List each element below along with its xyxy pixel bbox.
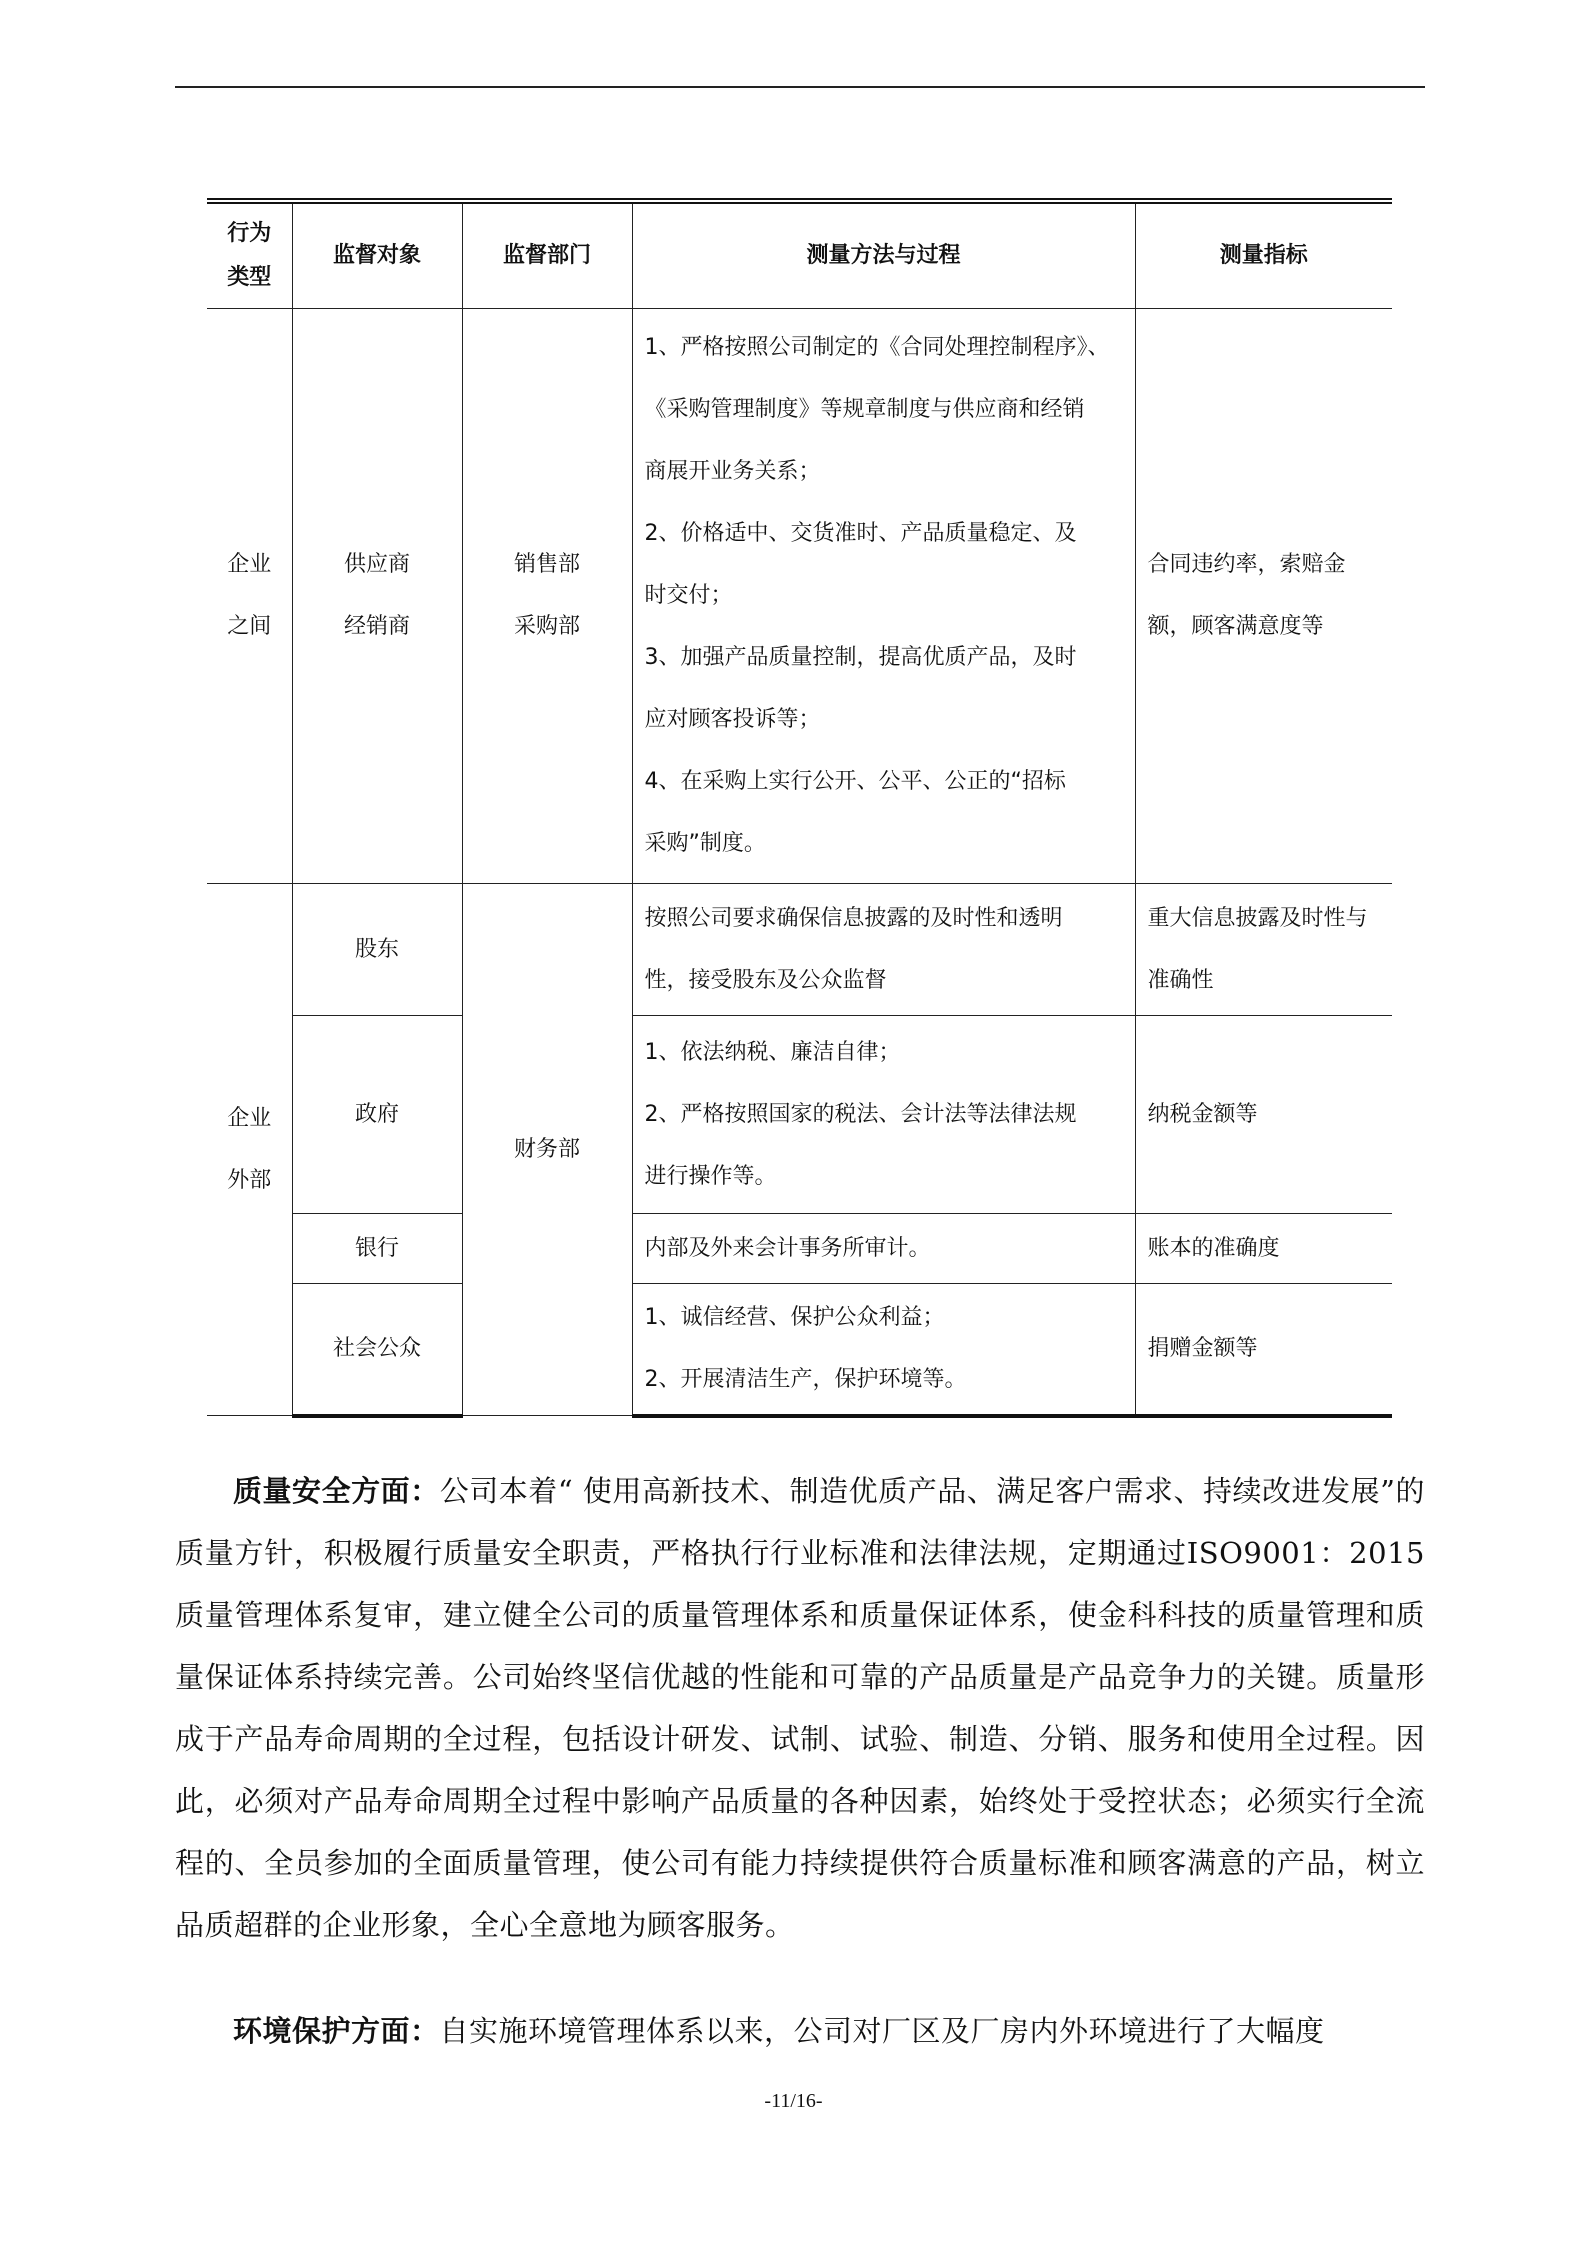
quality-title: 质量安全方面： <box>233 1474 440 1508</box>
object-cell: 社会公众 <box>292 1284 462 1416</box>
dept-text: 采购部 <box>513 614 580 639</box>
indicator-cell: 捐赠金额等 <box>1135 1284 1392 1416</box>
method-line: 内部及外来会计事务所审计。 <box>644 1235 931 1261</box>
object-cell <box>292 309 462 884</box>
method-line: 进行操作等。 <box>644 1163 777 1189</box>
table-row <box>207 1016 1392 1214</box>
method-line: 性，接受股东及公众监督 <box>644 967 887 993</box>
method-line: 1、依法纳税、廉洁自律； <box>644 1039 901 1065</box>
indicator-cell <box>1135 309 1392 884</box>
method-line: 1、诚信经营、保护公众利益； <box>644 1304 945 1330</box>
header-rule <box>175 86 1425 88</box>
indicator-cell: 重大信息披露及时性与准确性 <box>1135 884 1392 1016</box>
supervision-table <box>207 198 1392 1418</box>
environment-text: 自实施环境管理体系以来，公司对厂区及厂房内外环境进行了大幅度 <box>439 2014 1325 2048</box>
method-line: 采购”制度。 <box>644 831 766 856</box>
table-row <box>207 1214 1392 1284</box>
dept-cell <box>462 309 632 884</box>
indicator-cell: 账本的准确度 <box>1135 1214 1392 1284</box>
header-method: 测量方法与过程 <box>632 201 1135 309</box>
method-cell <box>632 1214 1135 1284</box>
method-cell <box>632 884 1135 1016</box>
quality-text: 公司本着“ 使用高新技术、制造优质产品、满足客户需求、持续改进发展”的质量方针，积极履行质量安全职责，严格执行行业标准和法律法规，定期通过ISO9001：2015质量管理体系复审，建立健全公司的质量管理体系和质量保证体系，使金科科技的质量管理和质量保证体系持续完善。公司始终坚信优越的性能和可靠的产品质量是产品竞争力的关键。质量形成于产品寿命周期的全过程，包括设计研发、试制、试验、制造、分销、服务和使用全过程。因此，必须对产品寿命周期全过程中影响产品质量的各种因素，始终处于受控状态；必须实行全流程的、全员参加的全面质量管理，使公司有能力持续提供符合质量标准和顾客满意的产品，树立品质超群的企业形象，全心全意地为顾客服务。 <box>175 1474 1425 1942</box>
method-line: 2、开展清洁生产，保护环境等。 <box>644 1366 967 1392</box>
environment-paragraph <box>175 2000 1425 2062</box>
object-text: 经销商 <box>343 614 410 639</box>
dept-cell: 财务部 <box>462 884 632 1416</box>
method-cell <box>632 309 1135 884</box>
indicator-cell: 纳税金额等 <box>1135 1016 1392 1214</box>
method-line: 按照公司要求确保信息披露的及时性和透明 <box>644 905 1063 931</box>
type-text: 企业之间 <box>227 552 272 639</box>
method-line: 商展开业务关系； <box>644 459 821 484</box>
object-cell: 股东 <box>292 884 462 1016</box>
page-number: -11/16- <box>764 2090 823 2112</box>
dept-text: 销售部 <box>513 552 580 577</box>
object-text: 供应商 <box>343 552 410 577</box>
environment-title: 环境保护方面： <box>233 2014 440 2048</box>
method-line: 4、在采购上实行公开、公平、公正的“招标 <box>644 769 1066 794</box>
object-cell: 银行 <box>292 1214 462 1284</box>
method-cell <box>632 1284 1135 1416</box>
table-row <box>207 309 1392 884</box>
method-line: 2、严格按照国家的税法、会计法等法律法规 <box>644 1101 1077 1127</box>
method-line: 1、严格按照公司制定的《合同处理控制程序》、 <box>644 335 1110 360</box>
header-dept: 监督部门 <box>462 201 632 309</box>
header-object: 监督对象 <box>292 201 462 309</box>
method-cell <box>632 1016 1135 1214</box>
method-line: 时交付； <box>644 583 733 608</box>
type-cell <box>207 309 292 884</box>
header-type: 行为 类型 <box>207 201 292 309</box>
header-indicator: 测量指标 <box>1135 201 1392 309</box>
indicator-text: 合同违约率，索赔金额，顾客满意度等 <box>1147 552 1346 639</box>
method-line: 3、加强产品质量控制，提高优质产品，及时 <box>644 645 1077 670</box>
method-line: 《采购管理制度》等规章制度与供应商和经销 <box>644 397 1085 422</box>
table-row <box>207 884 1392 1016</box>
method-line: 应对顾客投诉等； <box>644 707 821 732</box>
table-header-row <box>207 201 1392 309</box>
type-cell <box>207 884 292 1416</box>
table-row <box>207 1284 1392 1416</box>
object-cell: 政府 <box>292 1016 462 1214</box>
quality-paragraph <box>175 1460 1425 1956</box>
method-line: 2、价格适中、交货准时、产品质量稳定、及 <box>644 521 1077 546</box>
type-text: 企业外部 <box>227 1105 272 1193</box>
